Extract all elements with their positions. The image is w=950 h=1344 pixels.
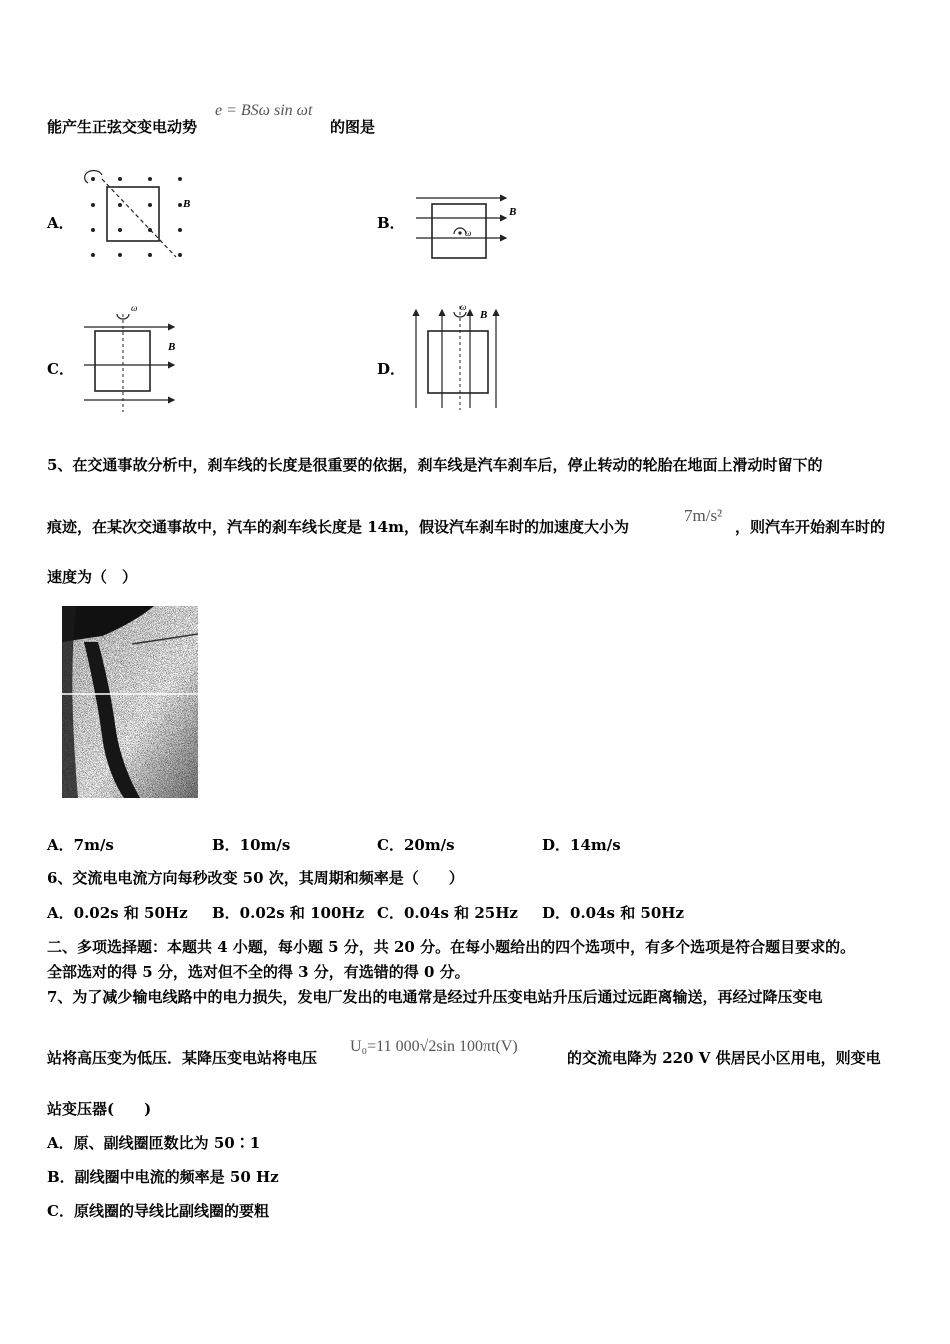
option-c-label: C． bbox=[47, 360, 74, 378]
q5-option-b[interactable]: B．10m/s bbox=[212, 836, 291, 854]
q7-option-b[interactable]: B．副线圈中电流的频率是 50 Hz bbox=[47, 1168, 279, 1186]
q7-option-a[interactable]: A．原、副线圈匝数比为 50∶1 bbox=[47, 1134, 261, 1152]
q5-line2-after: ，则汽车开始刹车时的 bbox=[735, 518, 886, 536]
diagram-c bbox=[80, 300, 190, 415]
q6-option-a[interactable]: A．0.02s 和 50Hz bbox=[47, 904, 188, 922]
q6-stem: 6、交流电电流方向每秒改变 50 次，其周期和频率是（ ） bbox=[47, 869, 464, 887]
omega-label-c: ω bbox=[131, 303, 138, 313]
intro-text-before: 能产生正弦交变电动势 bbox=[47, 118, 198, 136]
q5-line3: 速度为（ ） bbox=[47, 568, 138, 586]
q7-line2-before: 站将高压变为低压．某降压变电站将电压 bbox=[47, 1049, 318, 1067]
diagram-b bbox=[410, 188, 530, 268]
skid-mark-photo bbox=[62, 606, 198, 798]
q5-option-c[interactable]: C．20m/s bbox=[377, 836, 455, 854]
acceleration-value: 7m/s² bbox=[684, 506, 723, 525]
q7-option-c[interactable]: C．原线圈的导线比副线圈的要粗 bbox=[47, 1202, 269, 1220]
q6-option-b[interactable]: B．0.02s 和 100Hz bbox=[212, 904, 365, 922]
section2-line2: 全部选对的得 5 分，选对但不全的得 3 分，有选错的得 0 分。 bbox=[47, 963, 470, 981]
omega-label-d: ω bbox=[460, 302, 467, 312]
omega-label-b: ω bbox=[465, 228, 472, 238]
q5-option-d[interactable]: D．14m/s bbox=[542, 836, 621, 854]
section2-line1: 二、多项选择题：本题共 4 小题，每小题 5 分，共 20 分。在每小题给出的四个选项中，有多个选项是符合题目要求的。 bbox=[47, 938, 856, 956]
emf-formula: e = BSω sin ωt bbox=[215, 102, 313, 119]
q7-line2-after: 的交流电降为 220 V 供居民小区用电，则变电 bbox=[567, 1049, 881, 1067]
q6-option-c[interactable]: C．0.04s 和 25Hz bbox=[377, 904, 518, 922]
field-label-b: B bbox=[509, 206, 517, 218]
diagram-d bbox=[404, 300, 514, 412]
option-a-label: A． bbox=[47, 214, 74, 232]
q7-line1: 7、为了减少输电线路中的电力损失，发电厂发出的电通常是经过升压变电站升压后通过远距离输送，再经过降压变电 bbox=[47, 988, 823, 1006]
option-d-label: D． bbox=[377, 360, 406, 378]
q7-line3: 站变压器( ) bbox=[47, 1100, 152, 1118]
field-label-d: B bbox=[480, 309, 488, 321]
q6-option-d[interactable]: D．0.04s 和 50Hz bbox=[542, 904, 684, 922]
diagram-a bbox=[80, 165, 200, 265]
field-label-a: B bbox=[183, 198, 191, 210]
q5-option-a[interactable]: A．7m/s bbox=[47, 836, 114, 854]
voltage-formula: U₀=11 000√2sin 100πt(V) bbox=[350, 1038, 518, 1055]
q5-line1: 5、在交通事故分析中，刹车线的长度是很重要的依据，刹车线是汽车刹车后，停止转动的轮胎在地面上滑动时留下的 bbox=[47, 456, 823, 474]
option-b-label: B． bbox=[377, 214, 405, 232]
q5-line2-before: 痕迹，在某次交通事故中，汽车的刹车线长度是 14m，假设汽车刹车时的加速度大小为 bbox=[47, 518, 629, 536]
field-label-c: B bbox=[168, 341, 176, 353]
intro-text-after: 的图是 bbox=[330, 118, 376, 136]
